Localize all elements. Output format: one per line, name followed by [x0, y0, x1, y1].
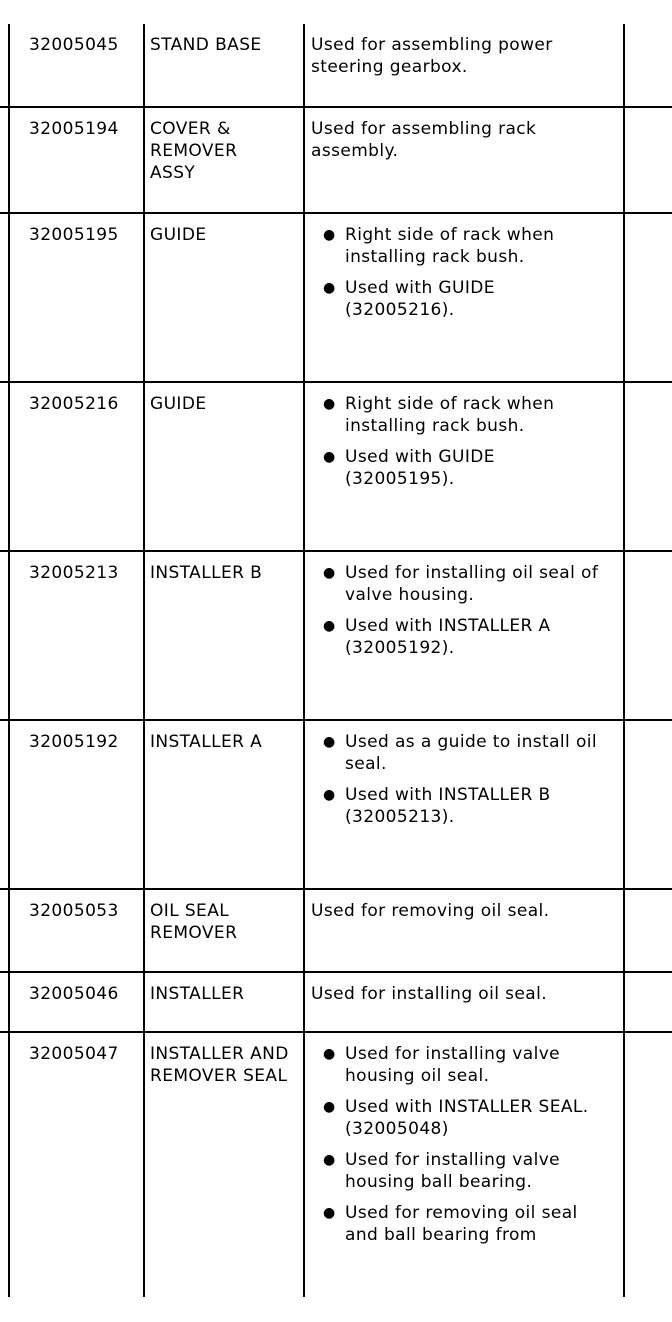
list-item: ● Right side of rack when installing rack bush. — [323, 225, 555, 267]
table-row — [0, 383, 672, 552]
bullet-icon: ● — [323, 227, 336, 243]
bullet-icon: ● — [323, 1046, 336, 1062]
tool-description-cell — [303, 552, 625, 719]
tool-description-cell: Used for installing oil seal. — [303, 973, 625, 1031]
list-item: ● Used for installing valve housing ball bearing. — [323, 1150, 561, 1192]
table-row — [0, 721, 672, 890]
bullet-icon: ● — [323, 787, 336, 803]
description-bullet-list — [305, 383, 623, 490]
bullet-icon: ● — [323, 1205, 336, 1221]
bullet-icon: ● — [323, 734, 336, 750]
bullet-icon: ● — [323, 449, 336, 465]
table-row — [0, 1033, 672, 1297]
description-bullet-list — [305, 214, 623, 321]
tool-description-cell: Used for assembling power steering gearbox. — [303, 24, 625, 106]
bullet-icon: ● — [323, 396, 336, 412]
description-bullet-list — [305, 1033, 623, 1246]
description-bullet-list — [305, 552, 623, 659]
tool-name-cell: GUIDE — [143, 214, 303, 381]
tool-description-cell — [303, 383, 625, 550]
tool-description-cell: Used for removing oil seal. — [303, 890, 625, 971]
table-row — [0, 214, 672, 383]
tool-name-cell: INSTALLER A — [143, 721, 303, 888]
bullet-icon: ● — [323, 618, 336, 634]
special-tools-table — [0, 24, 672, 1297]
table-row — [0, 973, 672, 1033]
tool-name-cell: INSTALLER — [143, 973, 303, 1031]
bullet-icon: ● — [323, 280, 336, 296]
tool-number-cell: 32005213 — [8, 552, 143, 719]
tool-name-cell: OIL SEAL REMOVER — [143, 890, 303, 971]
tool-description-cell: Used for assembling rack assembly. — [303, 108, 625, 212]
list-item: ● Used with GUIDE (32005195). — [323, 447, 495, 489]
table-row — [0, 108, 672, 214]
tool-description-cell — [303, 1033, 625, 1297]
list-item: ● Used for installing valve housing oil seal. — [323, 1044, 561, 1086]
list-item: ● Used as a guide to install oil seal. — [323, 732, 598, 774]
table-row — [0, 24, 672, 108]
tool-number-cell: 32005194 — [8, 108, 143, 212]
tool-name-cell: STAND BASE — [143, 24, 303, 106]
bullet-icon: ● — [323, 1099, 336, 1115]
tool-name-cell: INSTALLER B — [143, 552, 303, 719]
tool-number-cell: 32005053 — [8, 890, 143, 971]
list-item: ● Right side of rack when installing rack bush. — [323, 394, 555, 436]
list-item: ● Used for removing oil seal and ball bearing from — [323, 1203, 578, 1245]
tool-name-cell: COVER & REMOVER ASSY — [143, 108, 303, 212]
tool-number-cell: 32005045 — [8, 24, 143, 106]
tool-name-cell: INSTALLER AND REMOVER SEAL — [143, 1033, 303, 1297]
description-bullet-list — [305, 721, 623, 828]
table-row — [0, 552, 672, 721]
tool-number-cell: 32005216 — [8, 383, 143, 550]
tool-number-cell: 32005047 — [8, 1033, 143, 1297]
tool-number-cell: 32005192 — [8, 721, 143, 888]
list-item: ● Used for installing oil seal of valve housing. — [323, 563, 599, 605]
tool-number-cell: 32005195 — [8, 214, 143, 381]
list-item: ● Used with INSTALLER A (32005192). — [323, 616, 551, 658]
bullet-icon: ● — [323, 1152, 336, 1168]
tool-description-cell — [303, 721, 625, 888]
list-item: ● Used with GUIDE (32005216). — [323, 278, 495, 320]
table-row — [0, 890, 672, 973]
list-item: ● Used with INSTALLER SEAL. (32005048) — [323, 1097, 589, 1139]
bullet-icon: ● — [323, 565, 336, 581]
tool-name-cell: GUIDE — [143, 383, 303, 550]
tool-description-cell — [303, 214, 625, 381]
list-item: ● Used with INSTALLER B (32005213). — [323, 785, 551, 827]
tool-number-cell: 32005046 — [8, 973, 143, 1031]
